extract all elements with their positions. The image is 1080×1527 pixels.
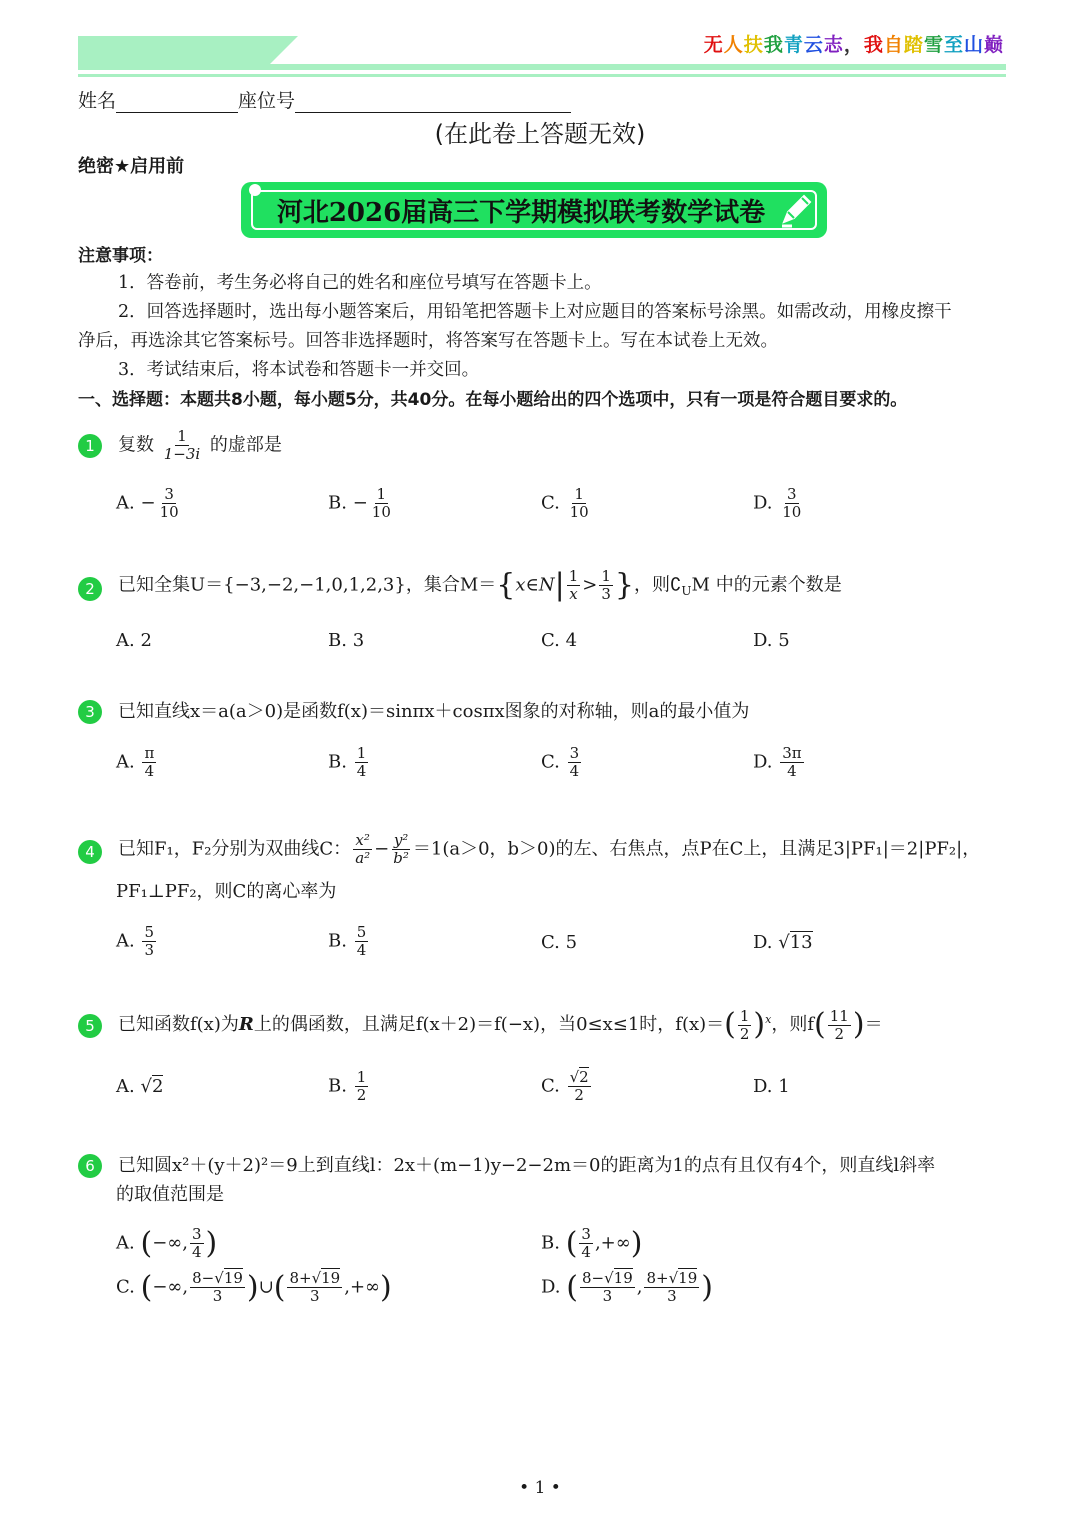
option-value: 4 — [565, 630, 578, 651]
q5-text: 上的偶函数，且满足f(x＋2)＝f(−x)，当0≤x≤1时，f(x)＝ — [253, 1014, 725, 1035]
option-label: B. — [328, 1075, 347, 1097]
option-label: B. — [328, 751, 347, 773]
union-symbol: ∪ — [258, 1276, 274, 1298]
frac-den: 10 — [782, 503, 802, 521]
option-c[interactable] — [541, 932, 577, 953]
option-a[interactable] — [116, 745, 158, 780]
option-label: A. — [116, 930, 135, 952]
question-6-stem: 已知圆x²＋(y＋2)²＝9上到直线l：2x＋(m−1)y−2−2m＝0的距离为1的点有且仅有4个，则直线l斜率 — [118, 1155, 936, 1176]
option-label: D. — [541, 1276, 561, 1298]
seat-blank — [295, 94, 571, 113]
option-b[interactable] — [541, 1226, 642, 1261]
frac-num: 8+ — [289, 1269, 312, 1287]
option-d[interactable] — [753, 745, 806, 780]
frac-den: 10 — [569, 503, 589, 521]
option-label: D. — [753, 751, 773, 773]
frac-num: 8− — [581, 1269, 605, 1287]
motto-char: 雪 — [923, 34, 944, 56]
question-1-stem — [118, 428, 282, 463]
option-a[interactable] — [116, 630, 152, 651]
frac-den: 1−3i — [163, 445, 201, 463]
paren-open: ( — [565, 1226, 578, 1261]
motto-char: 自 — [883, 34, 904, 56]
option-label: C. — [541, 751, 560, 773]
paren-open: ( — [566, 1270, 578, 1305]
q4-text: 已知F₁，F₂分别为双曲线C： — [118, 838, 352, 860]
option-fraction: $\frac{8+√19}{3}$ — [289, 1269, 341, 1305]
motto-char: 山 — [963, 34, 984, 56]
option-label: B. — [328, 930, 347, 952]
option-label: A. — [116, 492, 135, 514]
option-text: −∞, — [152, 1276, 189, 1298]
option-label: B. — [541, 1232, 560, 1254]
frac-num: 1 — [177, 427, 187, 445]
option-label: A. — [116, 751, 135, 773]
q5-exp: x — [765, 1013, 772, 1026]
question-4-stem — [118, 832, 980, 867]
option-root: 19 — [678, 1269, 698, 1287]
option-label: A. — [116, 630, 135, 651]
option-c[interactable] — [541, 630, 577, 651]
frac-den: 4 — [356, 762, 367, 780]
q5-set-R: R — [238, 1014, 254, 1035]
instruction-item: 净后，再选涂其它答案标号。回答非选择题时，将答案写在答题卡上。写在本试卷上无效。 — [78, 331, 778, 351]
q1-suffix: 的虚部是 — [209, 434, 282, 456]
option-label: C. — [541, 630, 560, 651]
q5-text: ，则f — [771, 1014, 815, 1035]
q1-fraction — [162, 428, 202, 463]
option-d[interactable] — [753, 630, 790, 651]
motto-char: 志 — [823, 34, 844, 56]
frac-num: 11 — [829, 1006, 849, 1025]
pencil-icon — [776, 190, 816, 230]
invalid-notice: (在此卷上答题无效) — [434, 120, 646, 148]
option-root: 13 — [789, 932, 813, 953]
option-label: D. — [753, 492, 773, 514]
question-number: 1 — [78, 434, 102, 458]
motto-char: 我 — [763, 34, 784, 56]
option-label: D. — [753, 932, 773, 953]
q5-text: 已知函数f(x)为 — [118, 1014, 239, 1035]
question-number: 2 — [78, 577, 102, 601]
motto-char: 巅 — [983, 34, 1004, 56]
q2-gt: > — [582, 574, 598, 596]
frac-den: x — [569, 585, 578, 603]
motto-char: ， — [843, 34, 864, 56]
option-label: D. — [753, 630, 773, 651]
frac-den: a² — [355, 849, 371, 867]
frac-num: 5 — [356, 923, 367, 941]
frac-den: 3 — [212, 1287, 223, 1305]
option-root: 19 — [223, 1269, 243, 1287]
instruction-item: 3．考试结束后，将本试卷和答题卡一并交回。 — [118, 360, 480, 380]
frac-num: 1 — [568, 567, 579, 585]
option-value: 3 — [352, 630, 365, 651]
option-text: ,+∞ — [594, 1232, 631, 1254]
option-b[interactable] — [328, 745, 370, 780]
paren-close: ) — [753, 1007, 766, 1042]
name-blank — [116, 94, 238, 113]
option-b[interactable] — [328, 486, 395, 521]
frac-num: 3 — [581, 1225, 591, 1243]
paren-close: ) — [205, 1226, 218, 1261]
question-3-stem: 已知直线x＝a(a＞0)是函数f(x)＝sinπx＋cosπx图象的对称轴，则a的最小值为 — [118, 701, 750, 722]
frac-den: 4 — [144, 762, 155, 780]
q2-frac-a — [567, 568, 581, 603]
option-label: B. — [328, 492, 347, 514]
brace-open: { — [496, 567, 516, 603]
option-c[interactable] — [541, 486, 593, 521]
frac-num: x² — [355, 831, 370, 849]
secret-label: 绝密★启用前 — [78, 156, 185, 177]
bar: | — [554, 567, 565, 603]
frac-den: 2 — [739, 1024, 750, 1043]
frac-den: 3 — [667, 1287, 677, 1305]
paren-close: ) — [246, 1270, 259, 1305]
frac-den: 3 — [601, 585, 611, 603]
q2-set-var: x∈N — [515, 574, 555, 596]
option-value: 1 — [778, 1076, 790, 1097]
frac-den: 2 — [356, 1086, 367, 1104]
q2-sub: U — [681, 584, 692, 599]
option-c[interactable] — [116, 1270, 392, 1305]
frac-num: 3 — [787, 485, 797, 503]
frac-num: 1 — [356, 744, 367, 762]
motto-char: 青 — [783, 34, 804, 56]
frac-den: 4 — [356, 941, 367, 959]
frac-den: 2 — [574, 1086, 584, 1104]
option-a[interactable] — [116, 924, 158, 959]
option-label: D. — [753, 1076, 773, 1097]
exam-title: 河北2026届高三下学期模拟联考数学试卷 — [276, 198, 766, 228]
frac-den: 2 — [834, 1024, 845, 1043]
frac-num: 8− — [192, 1269, 215, 1287]
frac-num: 1 — [574, 485, 584, 503]
motto-char: 扶 — [743, 34, 764, 56]
paren-open: ( — [814, 1007, 826, 1042]
option-a[interactable] — [116, 486, 183, 521]
question-2-stem — [118, 568, 842, 605]
option-fraction — [355, 1069, 369, 1104]
option-b[interactable] — [328, 630, 364, 651]
instruction-item: 1．答卷前，考生务必将自己的姓名和座位号填写在答题卡上。 — [118, 273, 602, 293]
option-text: ,+∞ — [344, 1276, 381, 1298]
motto-char: 踏 — [903, 34, 924, 56]
option-d[interactable] — [753, 486, 805, 521]
option-fraction — [355, 924, 369, 959]
q4-minus: − — [374, 838, 390, 860]
option-fraction — [158, 486, 181, 521]
page-number: • 1 • — [519, 1478, 561, 1498]
paren-close: ) — [852, 1007, 865, 1042]
option-text: −∞, — [152, 1232, 188, 1254]
motto — [704, 30, 1004, 57]
q5-eq: ＝ — [864, 1014, 883, 1035]
name-label: 姓名 — [78, 90, 117, 112]
frac-num: 1 — [739, 1006, 750, 1025]
q2-frac-b — [599, 568, 613, 603]
q1-prefix: 复数 — [118, 434, 154, 456]
option-b[interactable] — [328, 1069, 370, 1104]
paren-open: ( — [140, 1226, 153, 1261]
frac-num: 8+ — [646, 1269, 669, 1287]
motto-char: 无 — [703, 34, 724, 56]
option-fraction — [355, 745, 369, 780]
option-label: C. — [541, 1075, 560, 1097]
motto-char: 云 — [803, 34, 824, 56]
option-root: 2 — [151, 1076, 164, 1097]
frac-den: 10 — [159, 503, 179, 521]
frac-num: π — [144, 744, 155, 762]
option-fraction: $\frac{8-√19}{3}$ — [192, 1269, 243, 1305]
option-value: 5 — [778, 630, 790, 651]
q2-text: ，则∁ — [633, 574, 682, 596]
frac-num: 1 — [356, 1068, 367, 1086]
frac-num: 3π — [782, 744, 802, 762]
paren-open: ( — [140, 1270, 153, 1305]
option-c[interactable] — [541, 745, 583, 780]
frac-den: 3 — [310, 1287, 320, 1305]
brace-close: } — [614, 567, 634, 603]
q4-text: ＝1(a＞0，b＞0)的左、右焦点，点P在C上，且满足3|PF₁|＝2|PF₂|， — [412, 838, 981, 860]
paren-close: ) — [380, 1270, 392, 1305]
option-label: A. — [116, 1232, 135, 1254]
option-d[interactable]: D. √13 — [753, 932, 813, 953]
question-number: 6 — [78, 1154, 102, 1178]
frac-num: 3 — [164, 485, 174, 503]
option-d[interactable]: D. ( $\frac{8-√19}{3}$ , $\frac{8+√19}{3}$ ) — [541, 1269, 713, 1305]
name-seat-line — [78, 86, 571, 113]
instructions-heading: 注意事项： — [78, 246, 163, 266]
option-root: 2 — [579, 1068, 589, 1086]
option-fraction — [579, 1226, 593, 1261]
option-sign: − — [352, 492, 368, 514]
option-fraction — [780, 486, 803, 521]
q4-frac-x — [353, 832, 372, 867]
header-band — [78, 36, 270, 66]
option-fraction — [190, 1226, 204, 1261]
option-root: 19 — [613, 1269, 633, 1287]
frac-den: 4 — [569, 762, 580, 780]
q5-frac-11 — [828, 1008, 851, 1043]
header-rule-thin — [78, 74, 1006, 77]
option-fraction — [568, 745, 582, 780]
motto-char: 我 — [863, 34, 884, 56]
option-label: C. — [541, 932, 560, 953]
question-5-stem — [118, 1006, 883, 1043]
frac-den: 3 — [602, 1287, 613, 1305]
frac-den: b² — [393, 849, 409, 867]
seat-label: 座位号 — [238, 90, 296, 112]
option-sign: − — [140, 492, 156, 514]
option-b[interactable] — [328, 924, 370, 959]
option-fraction — [370, 486, 393, 521]
paren-close: ) — [701, 1270, 713, 1305]
paren-close: ) — [630, 1226, 643, 1261]
frac-den: 4 — [787, 762, 797, 780]
q5-frac-half — [738, 1008, 752, 1043]
q2-text: M 中的元素个数是 — [691, 574, 842, 596]
option-label: B. — [328, 630, 347, 651]
paren-open: ( — [273, 1270, 286, 1305]
frac-den: 4 — [192, 1243, 202, 1261]
option-fraction: $\frac{8+√19}{3}$ — [646, 1269, 698, 1305]
option-label: C. — [116, 1276, 135, 1298]
option-fraction: $\frac{8-√19}{3}$ — [581, 1269, 633, 1305]
option-fraction — [142, 745, 156, 780]
motto-char: 至 — [943, 34, 964, 56]
option-a[interactable]: A. √2 — [116, 1076, 164, 1097]
frac-num: 3 — [569, 744, 580, 762]
option-c[interactable] — [541, 1069, 593, 1104]
q2-text: 已知全集U＝{−3,−2,−1,0,1,2,3}，集合M＝ — [118, 574, 497, 596]
option-label: A. — [116, 1076, 135, 1097]
option-fraction: $\frac{√2}{2}$ — [569, 1068, 589, 1104]
question-number: 5 — [78, 1014, 102, 1038]
frac-num: 5 — [144, 923, 155, 941]
header-rule — [78, 64, 1006, 70]
section-heading: 一、选择题：本题共8小题，每小题5分，共40分。在每小题给出的四个选项中，只有一项是符合题目要求的。 — [78, 390, 908, 410]
question-6-line2: 的取值范围是 — [116, 1184, 224, 1205]
header-band-corner — [268, 36, 298, 66]
frac-den: 4 — [581, 1243, 591, 1261]
option-value: 5 — [565, 932, 578, 953]
option-a[interactable] — [116, 1226, 217, 1261]
option-fraction — [568, 486, 591, 521]
option-fraction — [780, 745, 803, 780]
option-root: 19 — [321, 1269, 341, 1287]
paren-open: ( — [724, 1007, 736, 1042]
motto-char: 人 — [723, 34, 744, 56]
frac-num: 3 — [192, 1225, 202, 1243]
frac-den: 10 — [371, 503, 391, 521]
option-value: 2 — [140, 630, 152, 651]
frac-den: 3 — [144, 941, 155, 959]
q4-frac-y — [391, 832, 411, 867]
option-d[interactable] — [753, 1076, 790, 1097]
question-number: 3 — [78, 700, 102, 724]
question-4-line2: PF₁⊥PF₂，则C的离心率为 — [116, 881, 337, 902]
instruction-item: 2．回答选择题时，选出每小题答案后，用铅笔把答题卡上对应题目的答案标号涂黑。如需改动，用橡皮擦干 — [118, 302, 952, 322]
frac-num: 1 — [376, 485, 387, 503]
question-number: 4 — [78, 840, 102, 864]
frac-num: y² — [393, 831, 409, 849]
frac-num: 1 — [601, 567, 611, 585]
option-fraction — [142, 924, 156, 959]
option-label: C. — [541, 492, 560, 514]
